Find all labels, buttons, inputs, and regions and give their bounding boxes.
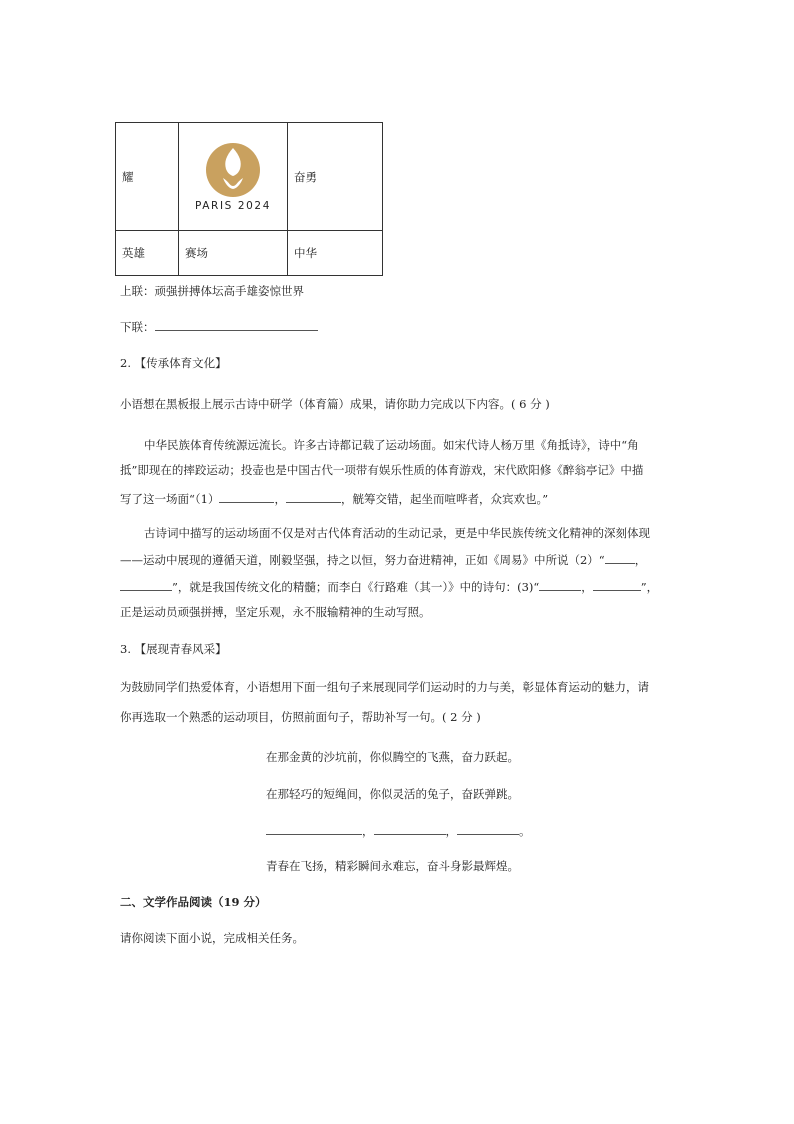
text-segment: ——运动中展现的遵循天道，刚毅坚强，持之以恒，努力奋进精神，正如《周易》中所说（2）“ bbox=[120, 553, 605, 567]
answer-blank[interactable] bbox=[374, 822, 446, 835]
answer-blank[interactable] bbox=[457, 822, 519, 835]
q3-sentence-2: 在那轻巧的短绳间，你似灵活的兔子，奋跃弹跳。 bbox=[266, 787, 519, 801]
text-segment: ，觥筹交错，起坐而喧哗者，众宾欢也。” bbox=[340, 492, 549, 506]
q2-heading: 2. 【传承体育文化】 bbox=[120, 356, 227, 370]
table-cell-logo bbox=[179, 123, 288, 231]
q3-sentence-1: 在那金黄的沙坑前，你似腾空的飞燕，奋力跃起。 bbox=[266, 750, 519, 764]
q2-p2-line3 bbox=[120, 578, 658, 595]
table-cell: 中华 bbox=[288, 231, 383, 276]
table-cell: 奋勇 bbox=[288, 123, 383, 231]
logo-wordmark: PARIS 2024 bbox=[195, 199, 271, 212]
q2-p2-line4: 正是运动员顽强拼搏，坚定乐观，永不服输精神的生动写照。 bbox=[120, 605, 431, 619]
answer-blank[interactable] bbox=[539, 578, 581, 591]
q2-p1-line2: 抵”即现在的摔跤运动；投壶也是中国古代一项带有娱乐性质的体育游戏，宋代欧阳修《醉翁亭记》中描 bbox=[120, 463, 644, 477]
couplet-upper: 上联：顽强拼搏体坛高手雄姿惊世界 bbox=[120, 284, 304, 298]
couplet-lower bbox=[120, 318, 318, 335]
section2-heading: 二、文学作品阅读（19 分） bbox=[120, 895, 267, 909]
q2-intro: 小语想在黑板报上展示古诗中研学（体育篇）成果，请你助力完成以下内容。( 6 分 ) bbox=[120, 397, 550, 411]
answer-blank[interactable] bbox=[219, 490, 274, 503]
text-segment: 写了这一场面“（1） bbox=[120, 492, 220, 506]
q3-intro-line1: 为鼓励同学们热爱体育，小语想用下面一组句子来展现同学们运动时的力与美，彰显体育运动的魅力，请 bbox=[120, 680, 649, 694]
text-segment: ”，就是我国传统文化的精髓；而李白《行路难（其一）》中的诗句：(3)“ bbox=[172, 580, 540, 594]
table-cell: 英雄 bbox=[116, 231, 179, 276]
q3-sentence-4: 青春在飞扬，精彩瞬间永难忘，奋斗身影最辉煌。 bbox=[266, 859, 519, 873]
answer-blank[interactable] bbox=[605, 551, 635, 564]
text-segment: ， bbox=[634, 553, 647, 567]
answer-blank[interactable] bbox=[266, 822, 362, 835]
answer-blank[interactable] bbox=[593, 578, 641, 591]
answer-blank[interactable] bbox=[286, 490, 341, 503]
table-cell: 耀 bbox=[116, 123, 179, 231]
text-segment: ”， bbox=[640, 580, 659, 594]
q2-p1-line3 bbox=[120, 490, 548, 507]
q3-intro-line2: 你再选取一个熟悉的运动项目，仿照前面句子，帮助补写一句。( 2 分 ) bbox=[120, 710, 481, 724]
section2-instruction: 请你阅读下面小说，完成相关任务。 bbox=[120, 931, 304, 945]
answer-blank[interactable] bbox=[155, 318, 318, 331]
paris-2024-emblem-icon bbox=[205, 142, 261, 198]
text-segment: ， bbox=[581, 580, 593, 594]
text-segment: ， bbox=[362, 824, 374, 838]
q3-heading: 3. 【展现青春风采】 bbox=[120, 642, 227, 656]
table-cell: 赛场 bbox=[179, 231, 288, 276]
text-segment: 。 bbox=[519, 824, 531, 838]
answer-blank[interactable] bbox=[120, 578, 172, 591]
text-segment: ， bbox=[274, 492, 286, 506]
q2-p1-line1: 中华民族体育传统源远流长。许多古诗都记载了运动场面。如宋代诗人杨万里《角抵诗》，诗中“角 bbox=[144, 438, 639, 452]
word-table bbox=[115, 122, 383, 276]
q3-sentence-3-blanks bbox=[266, 822, 531, 839]
q2-p2-line2 bbox=[120, 551, 646, 568]
couplet-lower-label: 下联： bbox=[120, 320, 155, 334]
text-segment: ， bbox=[445, 824, 457, 838]
q2-p2-line1: 古诗词中描写的运动场面不仅是对古代体育活动的生动记录，更是中华民族传统文化精神的深刻体现 bbox=[144, 526, 650, 540]
